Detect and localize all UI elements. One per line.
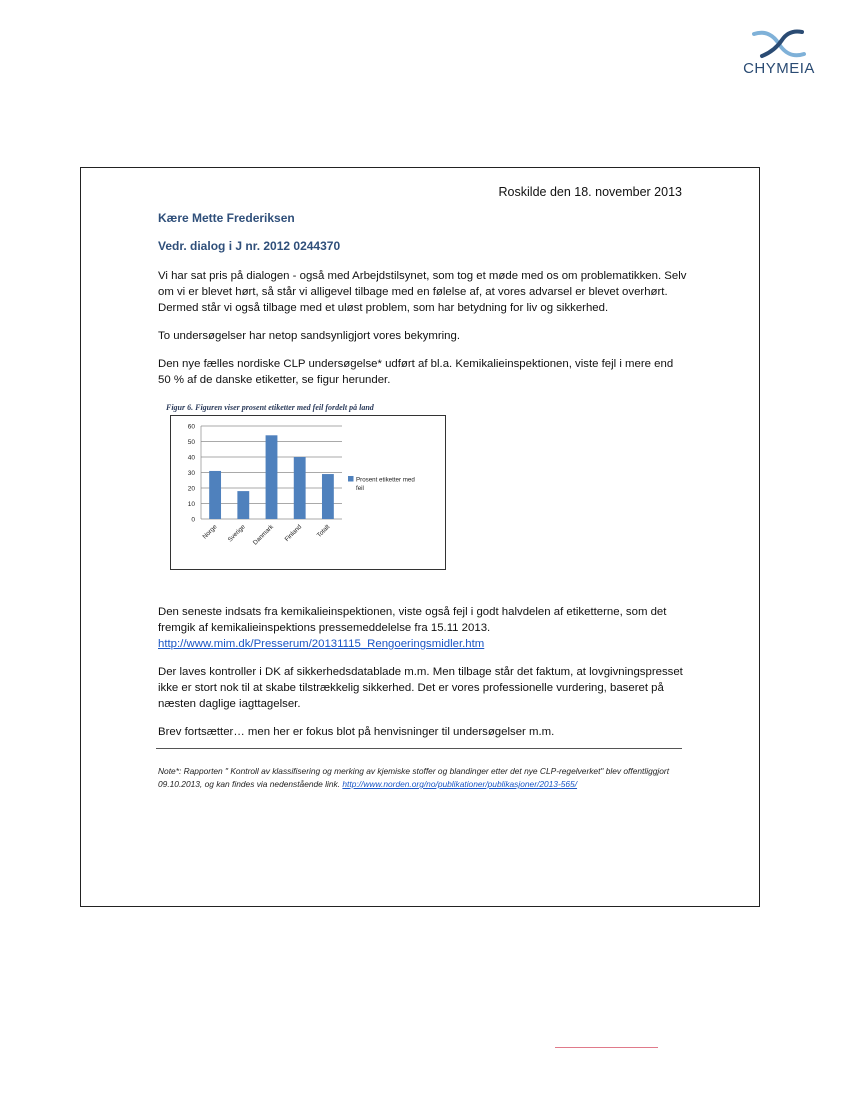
chart-frame bbox=[170, 415, 446, 570]
footnote-text: Note*: Rapporten " Kontroll av klassifisering og merking av kjemiske stoffer og blandinger etter det nye CLP-regelverket" blev offentliggjort 09.10.2013, og kan findes via nedenstående link. bbox=[158, 766, 670, 789]
x-tick-label: Sverige bbox=[226, 523, 247, 544]
logo-wordmark: CHYMEIA bbox=[743, 60, 815, 77]
bar bbox=[322, 474, 334, 519]
y-tick-label: 10 bbox=[187, 501, 195, 508]
norden-report-link[interactable]: http://www.norden.org/no/publikationer/publikasjoner/2013-565/ bbox=[342, 779, 578, 789]
paragraph-6: Brev fortsætter… men her er fokus blot på henvisninger til undersøgelser m.m. bbox=[158, 726, 555, 738]
legend-swatch bbox=[348, 476, 354, 482]
y-tick-label: 60 bbox=[187, 423, 195, 431]
press-release-link[interactable]: http://www.mim.dk/Presserum/20131115_Rengoeringsmidler.htm bbox=[158, 638, 485, 650]
chymeia-swoosh-icon bbox=[752, 28, 806, 60]
legend-label: Prosent etiketter med bbox=[356, 476, 415, 484]
legend-label: feil bbox=[356, 485, 364, 492]
salutation: Kære Mette Frederiksen bbox=[158, 211, 295, 225]
bar bbox=[266, 435, 278, 519]
paragraph-2: To undersøgelser har netop sandsynligjort vores bekymring. bbox=[158, 330, 461, 342]
letter-date: Roskilde den 18. november 2013 bbox=[498, 185, 682, 199]
chart-title: Figur 6. Figuren viser prosent etiketter med feil fordelt på land bbox=[166, 403, 374, 412]
footnote-divider bbox=[156, 748, 682, 749]
y-tick-label: 40 bbox=[187, 454, 195, 462]
bar bbox=[294, 457, 306, 519]
y-tick-label: 20 bbox=[187, 485, 195, 493]
y-tick-label: 0 bbox=[191, 516, 195, 524]
footnote bbox=[158, 765, 683, 791]
paragraph-3: Den nye fælles nordiske CLP undersøgelse* udført af bl.a. Kemikalieinspektionen, viste fejl i mere end 50 % af de danske etiketter, se figur herunder. bbox=[158, 358, 674, 386]
paragraph-4: Den seneste indsats fra kemikalieinspektionen, viste også fejl i godt halvdelen af etiketterne, som det fremgik af kemikalieinspektions pressemeddelelse fra 15.11 2013. bbox=[158, 606, 667, 634]
subject-line: Vedr. dialog i J nr. 2012 0244370 bbox=[158, 239, 341, 253]
x-tick-label: Finland bbox=[283, 523, 304, 544]
bar bbox=[209, 471, 221, 519]
letter-body bbox=[158, 210, 688, 752]
bar bbox=[237, 491, 249, 519]
paragraph-5: Der laves kontroller i DK af sikkerhedsdatablade m.m. Men tilbage står det faktum, at lovgivningspresset ikke er stort nok til at skabe tilstrækkelig sikkerhed. Det er vores professionelle vurdering, baseret på næsten daglige iagttagelser. bbox=[158, 666, 683, 710]
page-bottom-rule bbox=[555, 1047, 658, 1048]
paragraph-1: Vi har sat pris på dialogen - også med Arbejdstilsynet, som tog et møde med os om problematikken. Selv om vi er blevet hørt, så står vi alligevel tilbage med en følelse af, at vores advarsel er blevet overhørt. Dermed står vi også tilbage med et uløst problem, som har betydning for liv og sikkerhed. bbox=[158, 270, 687, 314]
x-tick-label: Norge bbox=[201, 523, 219, 541]
x-tick-label: Danmark bbox=[251, 523, 275, 547]
chymeia-logo bbox=[738, 28, 820, 80]
bar-chart bbox=[171, 416, 447, 571]
figure-chart bbox=[158, 400, 688, 586]
letter-frame bbox=[80, 167, 760, 907]
y-tick-label: 50 bbox=[187, 439, 195, 446]
y-tick-label: 30 bbox=[187, 470, 195, 477]
x-tick-label: Totalt bbox=[315, 523, 332, 540]
